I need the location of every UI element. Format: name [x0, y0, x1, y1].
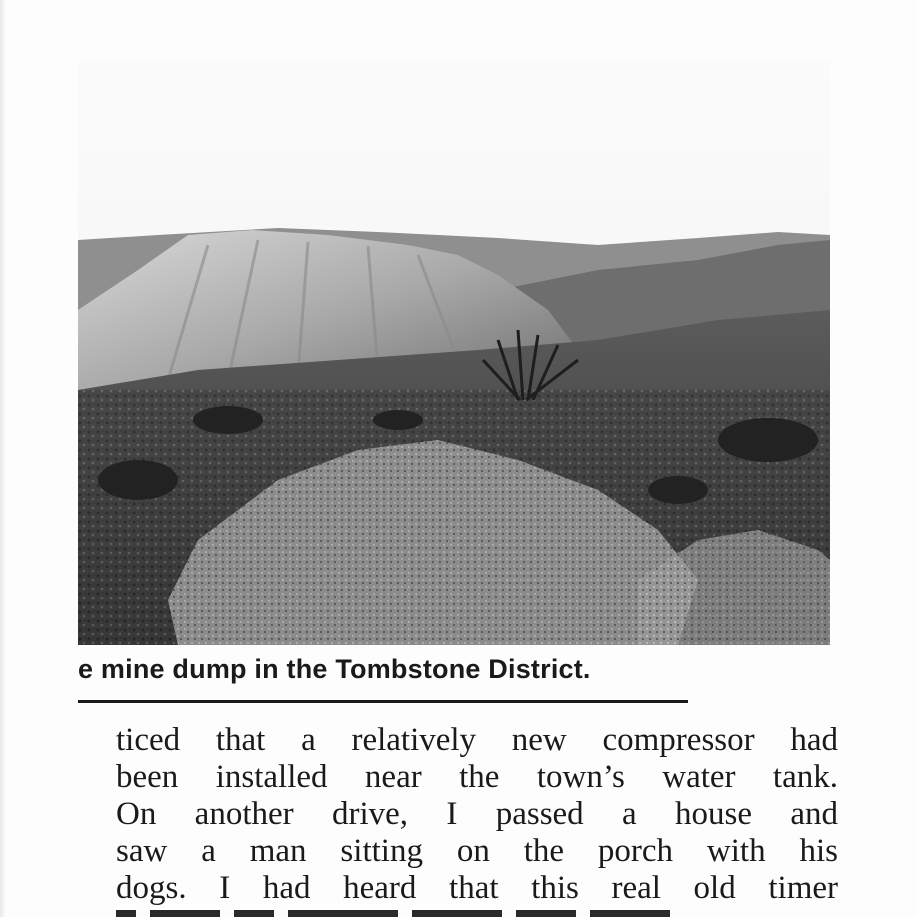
article-line: dogs. I had heard that this real old timer — [116, 870, 838, 906]
caption-rule — [78, 700, 688, 703]
cropped-text-line — [116, 910, 838, 917]
article-line: been installed near the town’s water tank. — [116, 759, 838, 795]
article-line: ticed that a relatively new compressor had — [116, 722, 838, 758]
article-line: saw a man sitting on the porch with his — [116, 833, 838, 869]
figure-caption: e mine dump in the Tombstone District. — [78, 654, 591, 684]
article-body — [116, 722, 838, 907]
article-line: On another drive, I passed a house and — [116, 796, 838, 832]
mine-dump-photo — [78, 60, 830, 645]
page-edge-shadow — [0, 0, 6, 917]
